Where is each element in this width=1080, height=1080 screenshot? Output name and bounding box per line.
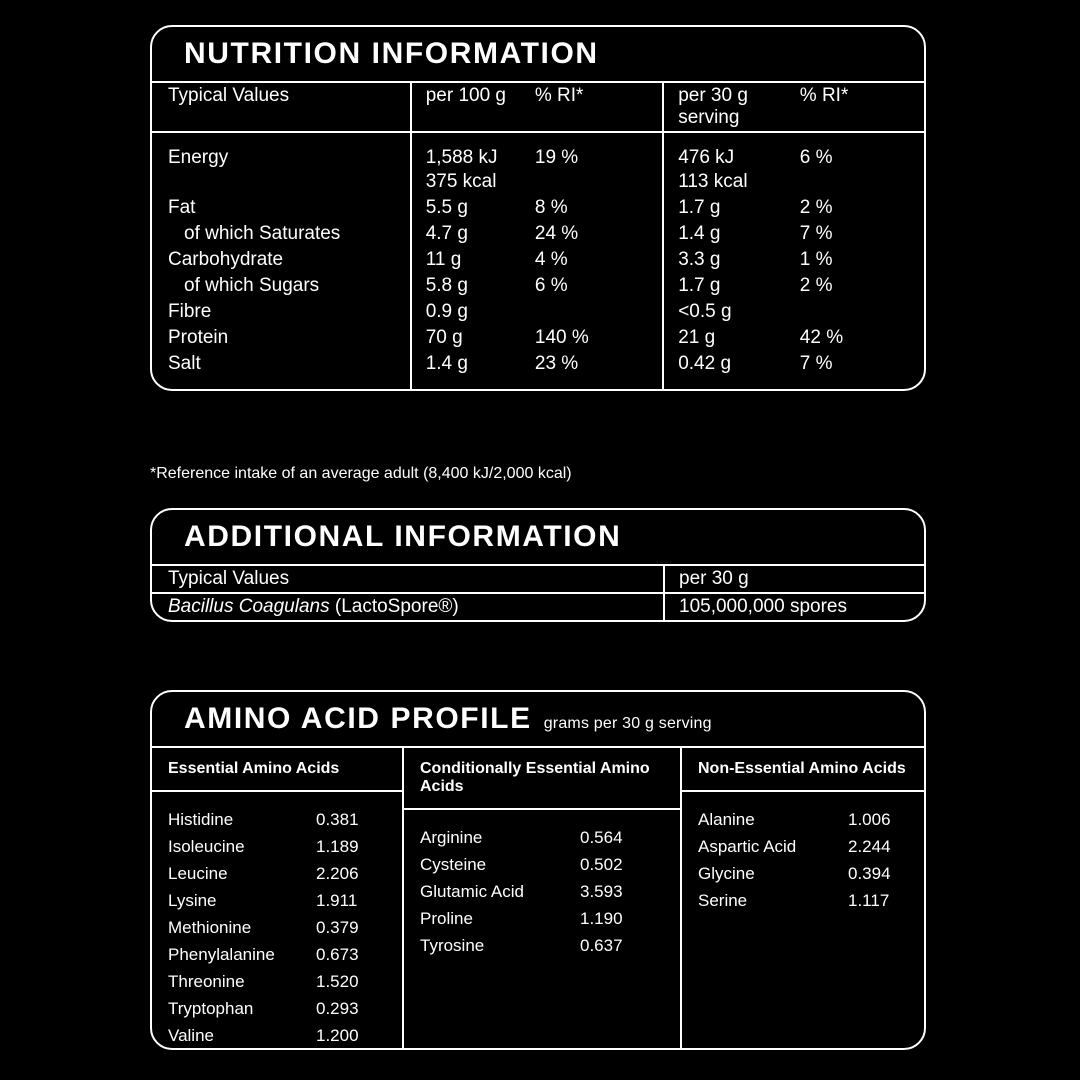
amino-column-heading: Conditionally Essential Amino Acids — [404, 748, 680, 810]
nutrient-per-30g: 1.7 g — [663, 195, 800, 221]
nutrient-ri-100g: 4 % — [534, 249, 568, 270]
amino-value: 1.520 — [316, 972, 359, 991]
amino-name: Aspartic Acid — [698, 837, 797, 856]
amino-value: 0.564 — [580, 828, 623, 847]
nutrition-table-header-row — [152, 83, 924, 132]
amino-name: Lysine — [168, 891, 217, 910]
organism-name: Bacillus Coagulans — [168, 596, 330, 617]
nutrition-table-body — [152, 132, 924, 389]
nutrient-ri-100g: 6 % — [534, 275, 568, 296]
amino-name: Glutamic Acid — [420, 882, 524, 901]
table-row — [152, 299, 924, 325]
nutrient-label: Salt — [168, 353, 201, 374]
table-row — [152, 132, 924, 171]
amino-name: Serine — [698, 891, 748, 910]
list-item — [168, 887, 402, 914]
table-row — [152, 171, 924, 195]
nutrient-label: Protein — [168, 327, 229, 348]
amino-value: 2.244 — [848, 837, 891, 856]
nutrient-per-30g: <0.5 g — [663, 299, 800, 325]
nutrient-label — [152, 171, 411, 195]
amino-value: 1.189 — [316, 837, 359, 856]
amino-value: 1.200 — [316, 1026, 359, 1045]
amino-subtitle: grams per 30 g serving — [543, 715, 712, 732]
nutrition-col-per-30g: per 30 g serving — [663, 83, 800, 132]
nutrient-per-100g: 70 g — [411, 325, 535, 351]
amino-value: 0.637 — [580, 936, 623, 955]
list-item — [168, 1022, 402, 1049]
amino-value: 0.673 — [316, 945, 359, 964]
additional-table-body — [152, 593, 924, 620]
amino-value: 2.206 — [316, 864, 359, 883]
nutrient-ri-30g: 1 % — [799, 249, 833, 270]
table-row — [152, 195, 924, 221]
nutrient-ri-30g — [800, 299, 924, 325]
nutrient-ri-30g: 2 % — [799, 275, 833, 296]
amino-list — [682, 792, 924, 914]
nutrient-ri-100g: 8 % — [534, 197, 568, 218]
nutrient-per-100g: 5.8 g — [411, 273, 535, 299]
organism-brand: (LactoSpore®) — [329, 596, 459, 617]
nutrient-ri-30g: 7 % — [799, 223, 833, 244]
amino-name: Isoleucine — [168, 837, 245, 856]
nutrition-information-panel — [150, 25, 926, 391]
nutrient-label: of which Saturates — [184, 223, 341, 244]
table-row — [152, 351, 924, 389]
amino-list — [152, 792, 402, 1049]
list-item — [168, 806, 402, 833]
amino-column-non-essential — [680, 748, 924, 1050]
amino-name: Alanine — [698, 810, 755, 829]
additional-row-label — [152, 593, 664, 620]
amino-column-conditionally-essential — [402, 748, 680, 1050]
amino-value: 0.379 — [316, 918, 359, 937]
additional-table-header-row — [152, 566, 924, 593]
nutrient-ri-100g: 23 % — [534, 353, 579, 374]
table-row — [152, 273, 924, 299]
nutrient-ri-30g: 7 % — [799, 353, 833, 374]
nutrition-panel-header — [152, 27, 924, 83]
additional-title: ADDITIONAL INFORMATION — [184, 520, 622, 553]
nutrient-per-30g: 0.42 g — [663, 351, 800, 389]
amino-value: 1.117 — [848, 891, 890, 910]
additional-row-value: 105,000,000 spores — [664, 593, 924, 620]
list-item — [420, 932, 680, 959]
nutrient-label: Carbohydrate — [168, 249, 284, 270]
list-item — [698, 806, 924, 833]
nutrition-col-per-100g: per 100 g — [411, 83, 535, 132]
amino-value: 1.006 — [848, 810, 891, 829]
amino-name: Glycine — [698, 864, 755, 883]
nutrient-per-100g: 375 kcal — [411, 171, 535, 195]
amino-value: 1.911 — [316, 891, 358, 910]
list-item — [698, 833, 924, 860]
amino-name: Histidine — [168, 810, 234, 829]
reference-intake-footnote: *Reference intake of an average adult (8,400 kJ/2,000 kcal) — [150, 465, 572, 482]
nutrient-label: of which Sugars — [184, 275, 320, 296]
list-item — [168, 914, 402, 941]
nutrient-label: Fat — [168, 197, 196, 218]
amino-name: Leucine — [168, 864, 228, 883]
nutrient-per-100g: 1.4 g — [411, 351, 535, 389]
amino-name: Threonine — [168, 972, 245, 991]
nutrient-ri-30g: 6 % — [799, 147, 833, 168]
amino-value: 3.593 — [580, 882, 623, 901]
additional-col-per-30g: per 30 g — [664, 566, 924, 593]
list-item — [698, 860, 924, 887]
amino-value: 0.381 — [316, 810, 359, 829]
nutrition-table — [152, 83, 924, 389]
table-row — [152, 247, 924, 273]
nutrient-ri-100g: 140 % — [534, 327, 589, 348]
list-item — [420, 878, 680, 905]
nutrient-ri-100g: 24 % — [534, 223, 579, 244]
amino-name: Tyrosine — [420, 936, 485, 955]
amino-column-essential — [152, 748, 402, 1050]
list-item — [168, 941, 402, 968]
amino-name: Tryptophan — [168, 999, 254, 1018]
nutrient-ri-30g: 2 % — [799, 197, 833, 218]
list-item — [168, 995, 402, 1022]
amino-name: Proline — [420, 909, 473, 928]
table-row — [152, 221, 924, 247]
additional-table — [152, 566, 924, 620]
amino-panel-header — [152, 692, 924, 748]
additional-panel-header — [152, 510, 924, 566]
nutrient-ri-100g — [535, 299, 663, 325]
nutrient-per-100g: 1,588 kJ — [411, 132, 535, 171]
amino-value: 0.394 — [848, 864, 891, 883]
list-item — [420, 824, 680, 851]
nutrient-per-30g: 1.4 g — [663, 221, 800, 247]
amino-name: Cysteine — [420, 855, 487, 874]
amino-value: 1.190 — [580, 909, 623, 928]
table-row — [152, 593, 924, 620]
amino-name: Methionine — [168, 918, 252, 937]
additional-information-panel — [150, 508, 926, 622]
nutrient-per-30g: 113 kcal — [663, 171, 800, 195]
nutrition-col-ri-100g: % RI* — [535, 83, 663, 132]
amino-column-heading: Non-Essential Amino Acids — [682, 748, 924, 792]
list-item — [698, 887, 924, 914]
nutrient-ri-30g: 42 % — [799, 327, 844, 348]
list-item — [420, 851, 680, 878]
nutrient-per-30g: 3.3 g — [663, 247, 800, 273]
nutrient-per-30g: 1.7 g — [663, 273, 800, 299]
amino-column-heading: Essential Amino Acids — [152, 748, 402, 792]
nutrient-ri-100g — [535, 171, 663, 195]
nutrient-ri-30g — [800, 171, 924, 195]
list-item — [168, 833, 402, 860]
nutrition-title: NUTRITION INFORMATION — [184, 37, 599, 70]
amino-name: Phenylalanine — [168, 945, 275, 964]
amino-title: AMINO ACID PROFILE — [184, 702, 532, 735]
nutrient-per-100g: 5.5 g — [411, 195, 535, 221]
amino-value: 0.502 — [580, 855, 623, 874]
nutrient-label: Energy — [168, 147, 229, 168]
amino-columns — [152, 748, 924, 1050]
amino-name: Valine — [168, 1026, 214, 1045]
nutrient-per-30g: 21 g — [663, 325, 800, 351]
nutrition-col-typical-values: Typical Values — [152, 83, 411, 132]
nutrient-per-100g: 11 g — [411, 247, 535, 273]
amino-acid-profile-panel — [150, 690, 926, 1050]
amino-value: 0.293 — [316, 999, 359, 1018]
amino-list — [404, 810, 680, 959]
list-item — [168, 860, 402, 887]
nutrition-col-ri-30g: % RI* — [800, 83, 924, 132]
amino-name: Arginine — [420, 828, 483, 847]
additional-col-typical-values: Typical Values — [152, 566, 664, 593]
table-row — [152, 325, 924, 351]
nutrient-per-100g: 4.7 g — [411, 221, 535, 247]
list-item — [420, 905, 680, 932]
nutrient-label: Fibre — [168, 301, 212, 322]
nutrient-per-100g: 0.9 g — [411, 299, 535, 325]
nutrient-ri-100g: 19 % — [534, 147, 579, 168]
list-item — [168, 968, 402, 995]
nutrient-per-30g: 476 kJ — [663, 132, 800, 171]
